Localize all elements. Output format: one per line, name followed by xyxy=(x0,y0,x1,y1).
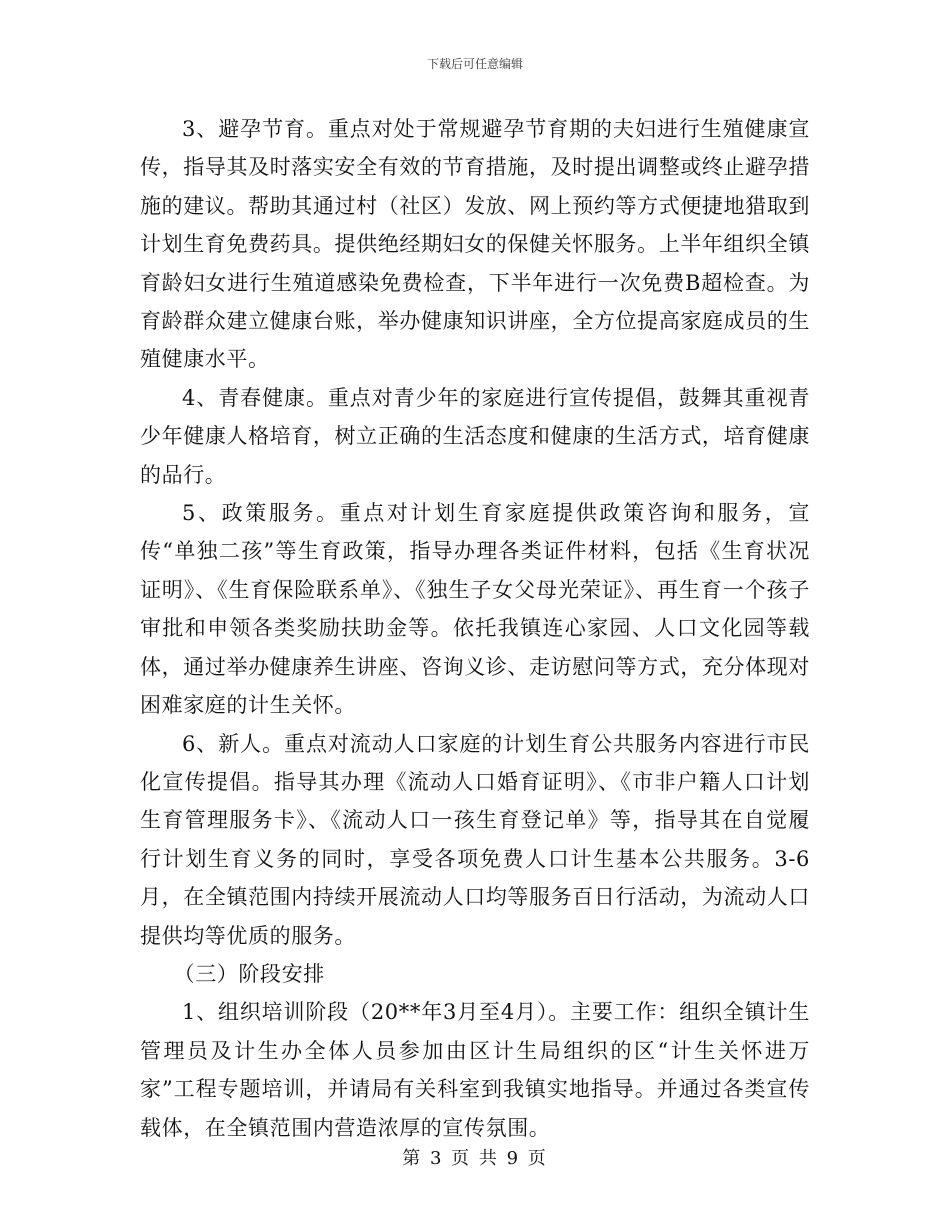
document-body xyxy=(140,110,810,1147)
paragraph-contraception: 3、避孕节育。重点对处于常规避孕节育期的夫妇进行生殖健康宣传，指导其及时落实安全有效的节育措施，及时提出调整或终止避孕措施的建议。帮助其通过村（社区）发放、网上预约等方式便捷地猎取到计划生育免费药具。提供绝经期妇女的保健关怀服务。上半年组织全镇育龄妇女进行生殖道感染免费检查，下半年进行一次免费B超检查。为育龄群众建立健康台账，举办健康知识讲座，全方位提高家庭成员的生殖健康水平。 xyxy=(140,117,810,372)
section-heading-stages: （三）阶段安排 xyxy=(173,961,325,986)
paragraph-youth-health: 4、青春健康。重点对青少年的家庭进行宣传提倡，鼓舞其重视青少年健康人格培育，树立正确的生活态度和健康的生活方式，培育健康的品行。 xyxy=(140,385,810,487)
paragraph-new-residents: 6、新人。重点对流动人口家庭的计划生育公共服务内容进行市民化宣传提倡。指导其办理《流动人口婚育证明》、《市非户籍人口计划生育管理服务卡》、《流动人口一孩生育登记单》等，指导其在自觉履行计划生育义务的同时，享受各项免费人口计生基本公共服务。3-6月，在全镇范围内持续开展流动人口均等服务百日行活动，为流动人口提供均等优质的服务。 xyxy=(140,731,810,948)
paragraph-policy-service: 5、政策服务。重点对计划生育家庭提供政策咨询和服务，宣传“单独二孩”等生育政策，指导办理各类证件材料，包括《生育状况证明》、《生育保险联系单》、《独生子女父母光荣证》、再生育一个孩子审批和申领各类奖励扶助金等。依托我镇连心家园、人口文化园等载体，通过举办健康养生讲座、咨询义诊、走访慰问等方式，充分体现对困难家庭的计生关怀。 xyxy=(140,501,810,718)
paragraph-training-stage: 1、组织培训阶段（20**年3月至4月）。主要工作：组织全镇计生管理员及计生办全体人员参加由区计生局组织的区“计生关怀进万家”工程专题培训，并请局有关科室到我镇实地指导。并通过各类宣传载体，在全镇范围内营造浓厚的宣传氛围。 xyxy=(140,1000,810,1140)
page-number-footer: 第 3 页 共 9 页 xyxy=(402,1148,548,1169)
page-header: 下载后可任意编辑 xyxy=(426,57,523,71)
